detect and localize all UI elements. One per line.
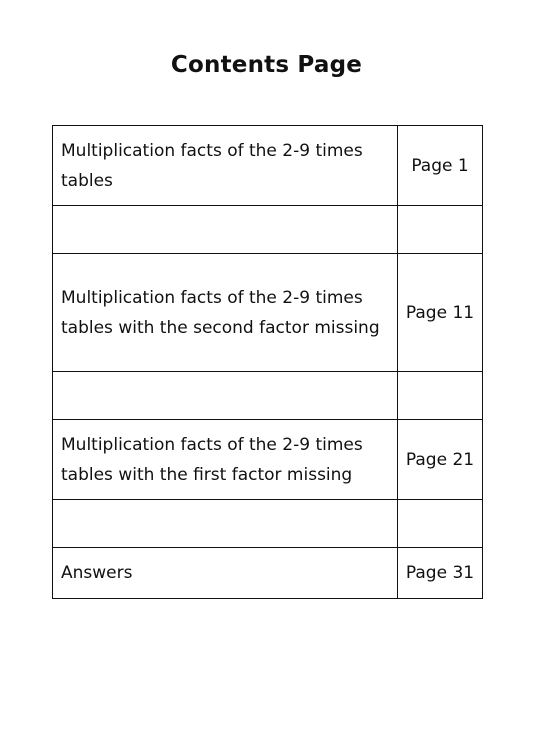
contents-topic: Multiplication facts of the 2-9 times tables with the second factor missing [53, 254, 398, 372]
contents-page-number: Page 1 [398, 126, 483, 206]
empty-cell [53, 206, 398, 254]
contents-row [53, 254, 483, 372]
empty-cell [398, 500, 483, 548]
empty-cell [398, 206, 483, 254]
contents-topic: Multiplication facts of the 2-9 times tables with the first factor missing [53, 420, 398, 500]
empty-cell [398, 372, 483, 420]
contents-page-number: Page 21 [398, 420, 483, 500]
contents-page-number: Page 31 [398, 548, 483, 599]
contents-topic: Answers [53, 548, 398, 599]
spacer-row [53, 206, 483, 254]
spacer-row [53, 500, 483, 548]
contents-row [53, 126, 483, 206]
empty-cell [53, 372, 398, 420]
contents-row [53, 420, 483, 500]
page-title: Contents Page [170, 52, 363, 78]
contents-topic: Multiplication facts of the 2-9 times tables [53, 126, 398, 206]
contents-table [52, 125, 483, 599]
contents-page-number: Page 11 [398, 254, 483, 372]
spacer-row [53, 372, 483, 420]
contents-row [53, 548, 483, 599]
empty-cell [53, 500, 398, 548]
